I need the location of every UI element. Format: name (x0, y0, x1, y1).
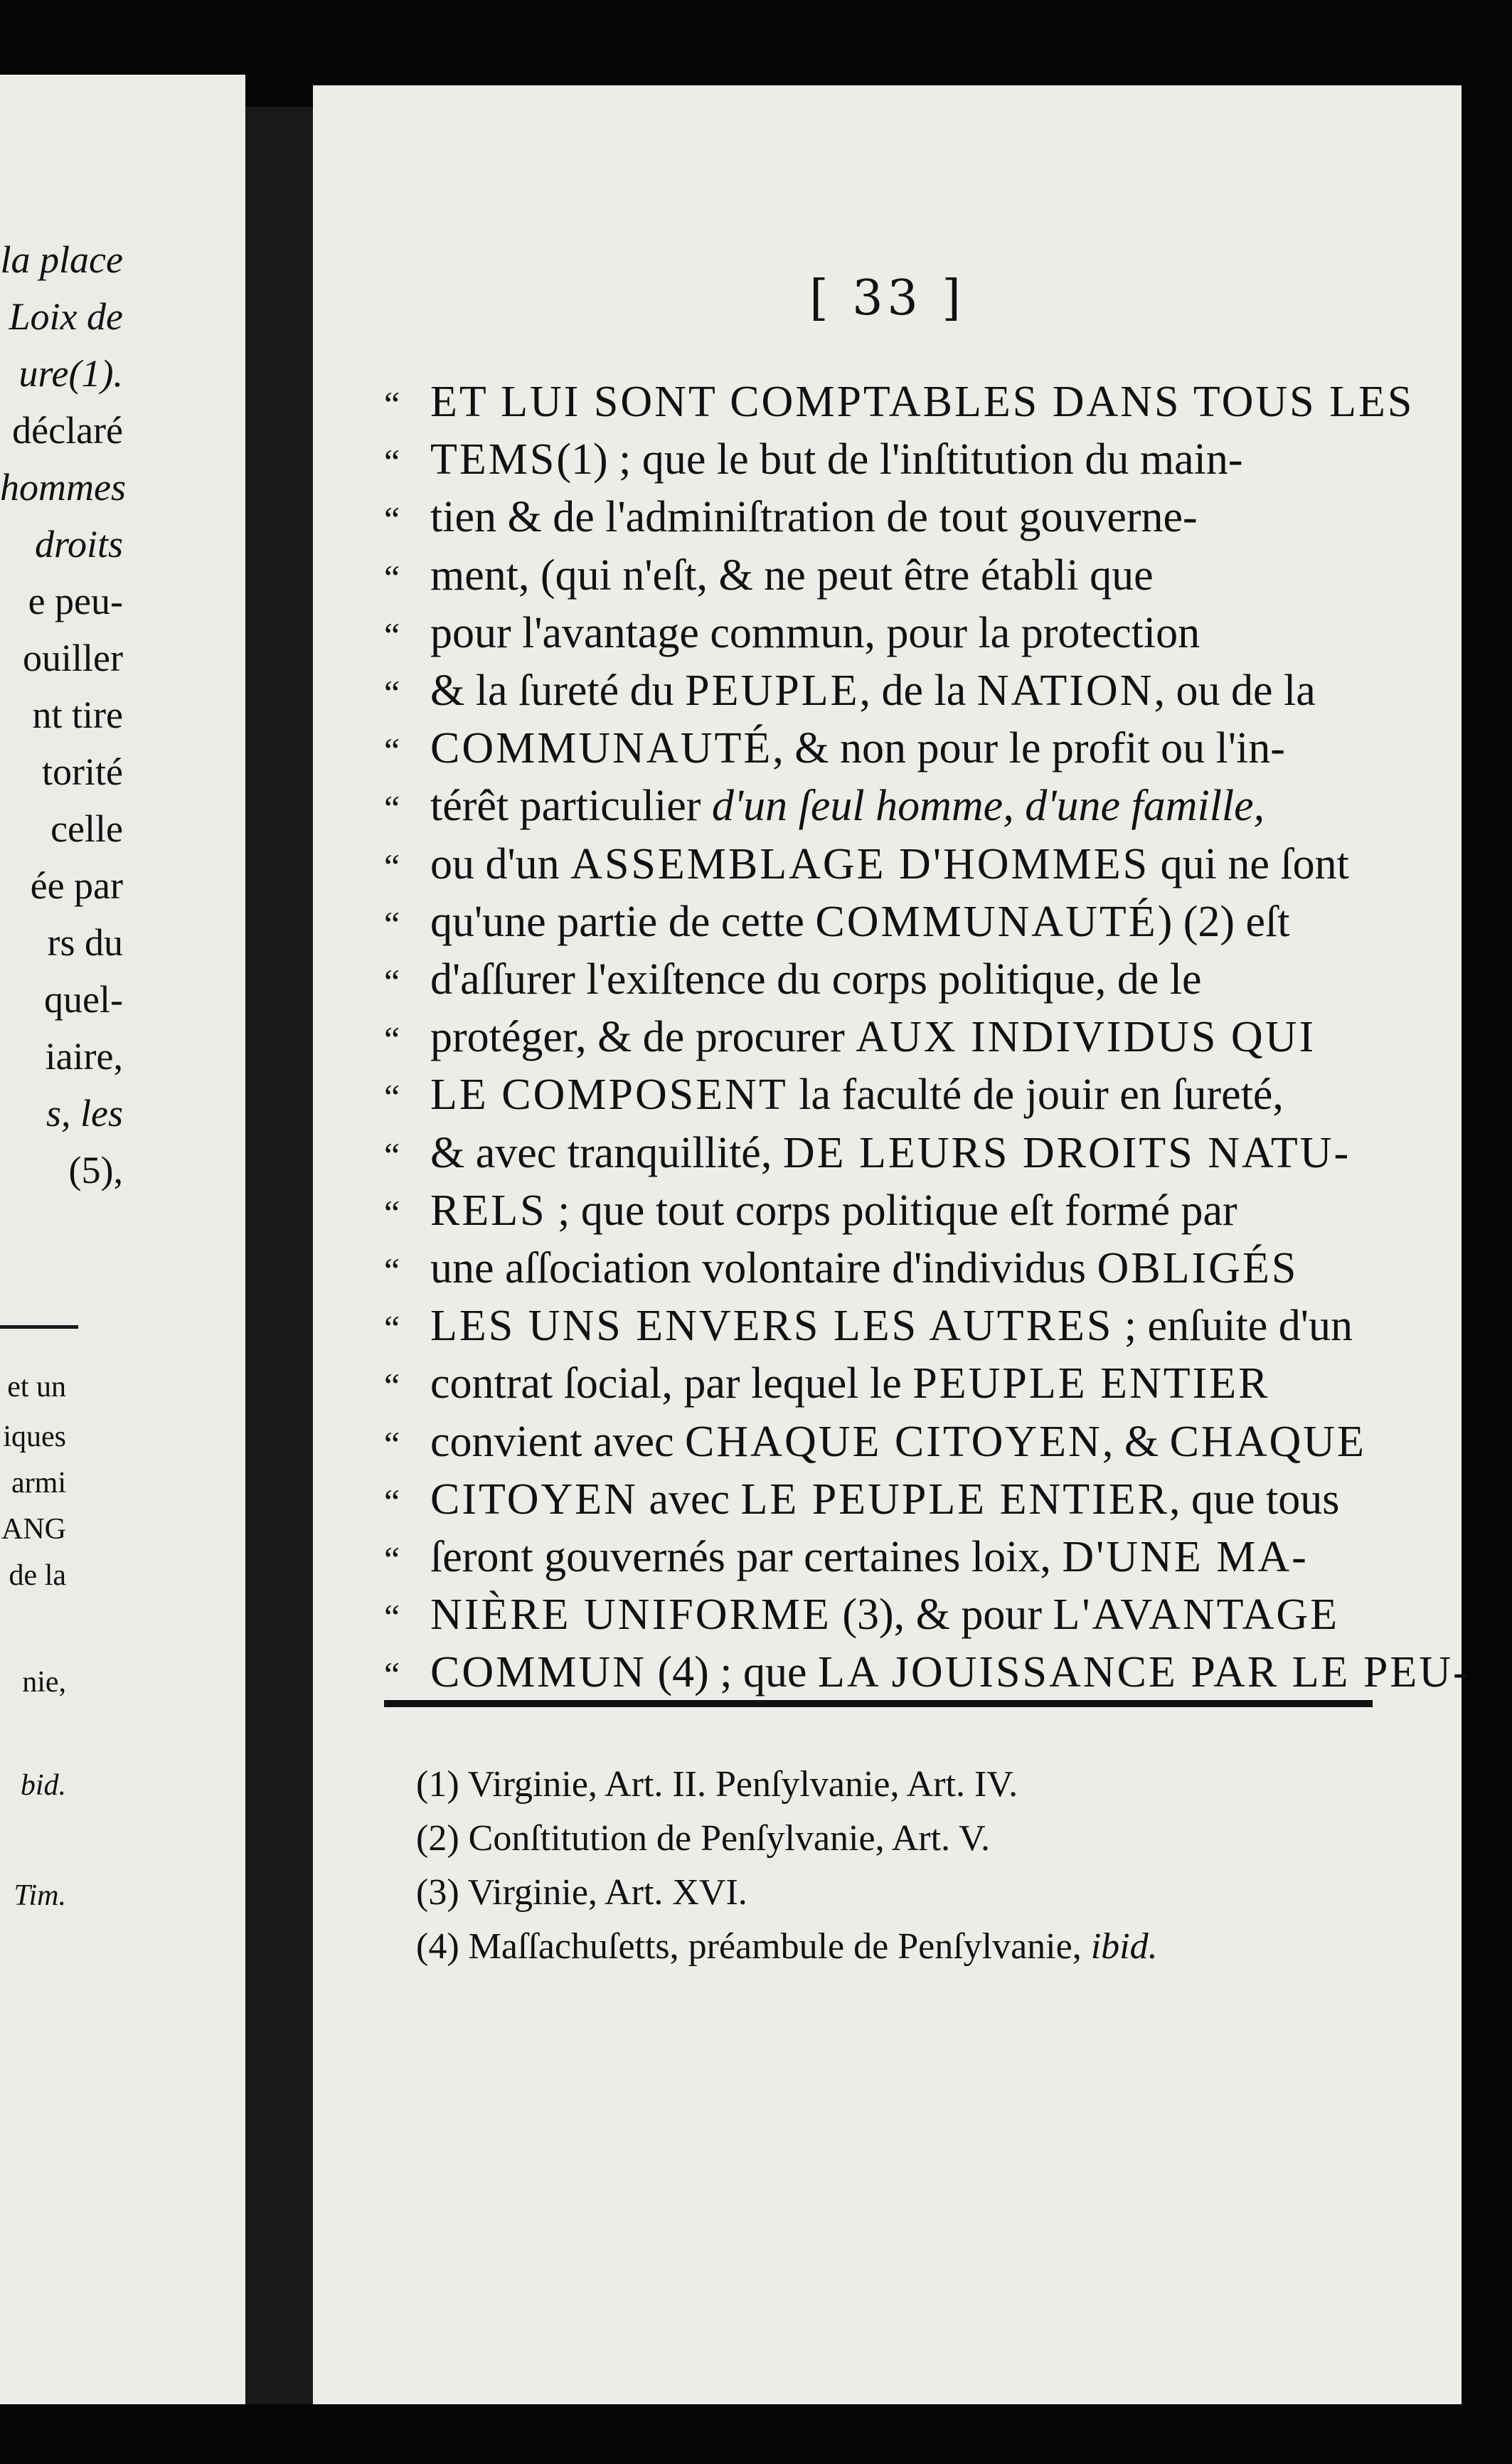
body-line (384, 1297, 1362, 1354)
small-caps-text: LE COMPOSENT (430, 1071, 788, 1120)
left-footnote-fragment: et un (7, 1371, 66, 1403)
main-page (313, 85, 1470, 2404)
left-page-line: Loix de (9, 295, 123, 338)
quotation-mark: “ (384, 557, 400, 598)
left-facing-page (0, 75, 245, 2404)
quotation-mark: “ (384, 731, 400, 771)
left-page-line: e peu- (28, 580, 123, 622)
body-line (384, 1586, 1362, 1643)
quotation-mark: “ (384, 673, 400, 713)
text-run: , de la (859, 667, 977, 715)
left-page-line: hommes (0, 466, 126, 509)
text-run: & avec tranquillité, (430, 1128, 783, 1177)
text-run: avec (637, 1475, 741, 1524)
small-caps-text: CITOYEN (430, 1475, 638, 1524)
footnote-rule (384, 1700, 1373, 1707)
body-line (384, 1529, 1362, 1586)
left-page-line: droits (34, 523, 123, 565)
small-caps-text: NATION (976, 667, 1154, 715)
small-caps-text: PEUPLE ENTIER (912, 1359, 1270, 1408)
left-footnote-fragment: nie, (22, 1666, 66, 1699)
text-run: protéger, & de procurer (430, 1013, 856, 1062)
body-line (384, 662, 1362, 719)
left-footnote-fragment: armi (11, 1467, 66, 1499)
page-number: [ 33 ] (809, 270, 965, 326)
text-run: convient avec (430, 1417, 686, 1466)
text-run: (2) Conſtitution de Penſylvanie, Art. V. (416, 1818, 990, 1859)
body-line (384, 1066, 1362, 1123)
italic-text: d'un ſeul homme, d'une famille, (711, 782, 1265, 831)
text-run: , que tous (1169, 1475, 1340, 1524)
left-page-line: (5), (68, 1149, 123, 1191)
quotation-mark: “ (384, 1077, 400, 1117)
body-line (384, 836, 1362, 893)
small-caps-text: AUX INDIVIDUS QUI (856, 1013, 1316, 1062)
small-caps-text: OBLIGÉS (1097, 1244, 1299, 1292)
text-run: ou d'un (430, 839, 571, 888)
body-line (384, 1355, 1362, 1412)
quotation-mark: “ (384, 846, 400, 886)
left-page-line: la place (0, 238, 123, 281)
small-caps-text: COMMUNAUTÉ (815, 897, 1158, 946)
quotation-mark: “ (384, 1192, 400, 1233)
small-caps-text: ASSEMBLAGE D'HOMMES (570, 839, 1150, 888)
text-run: ) (2) eſt (1157, 897, 1290, 946)
text-run: & la ſureté du (430, 667, 686, 715)
text-run: contrat ſocial, par lequel le (430, 1359, 913, 1408)
text-run: (3) Virginie, Art. XVI. (416, 1872, 747, 1913)
small-caps-text: COMMUNAUTÉ (430, 724, 773, 773)
small-caps-text: D'UNE MA- (1062, 1533, 1309, 1581)
body-line (384, 1644, 1470, 1701)
italic-text: ibid. (1090, 1926, 1158, 1967)
small-caps-text: LE PEUPLE ENTIER (740, 1475, 1170, 1524)
quotation-mark: “ (384, 1019, 400, 1060)
left-page-line: ouiller (23, 637, 123, 679)
left-footnote-fragment: Tim. (14, 1879, 66, 1912)
small-caps-text: LA JOUISSANCE PAR LE PEU- (817, 1648, 1470, 1697)
footnote (416, 1811, 1341, 1866)
text-run: (4) ; que (646, 1648, 818, 1697)
text-run: la faculté de jouir en ſureté, (787, 1071, 1284, 1120)
left-page-line: s, les (46, 1092, 123, 1135)
quotation-mark: “ (384, 788, 400, 829)
small-caps-text: COMMUN (430, 1648, 646, 1697)
small-caps-text: L'AVANTAGE (1053, 1591, 1339, 1640)
left-footnote-fragment: bid. (20, 1769, 66, 1802)
binding-gutter (245, 107, 313, 2404)
text-run: , & non pour le profit ou l'in- (772, 724, 1285, 773)
quotation-mark: “ (384, 1308, 400, 1349)
text-run: , ou de la (1154, 667, 1316, 715)
text-run: ment, (qui n'eſt, & ne peut être établi que (430, 551, 1154, 600)
small-caps-text: TEMS (430, 435, 557, 484)
body-line (384, 547, 1362, 604)
body-line (384, 605, 1362, 662)
body-line (384, 1471, 1362, 1528)
quotation-mark: “ (384, 962, 400, 1002)
left-footnote-fragment: ANG (1, 1513, 66, 1546)
text-run: une aſſociation volontaire d'individus (430, 1244, 1097, 1292)
left-page-line: nt tire (32, 694, 123, 736)
body-line (384, 1240, 1362, 1297)
small-caps-text: PEUPLE (685, 667, 860, 715)
text-run: ; que tout corps politique eſt formé par (546, 1186, 1237, 1235)
left-page-line: ée par (30, 864, 123, 907)
text-run: pour l'avantage commun, pour la protection (430, 608, 1200, 657)
text-run: (1) ; que le but de l'inſtitution du main- (556, 435, 1243, 484)
left-page-line: torité (42, 750, 123, 793)
footnote (416, 1757, 1341, 1812)
body-line (384, 489, 1362, 546)
left-footnote-fragment: iques (3, 1420, 66, 1453)
quotation-mark: “ (384, 1135, 400, 1175)
text-run: ſeront gouvernés par certaines loix, (430, 1533, 1063, 1581)
left-page-line: celle (50, 807, 123, 850)
quotation-mark: “ (384, 384, 400, 424)
left-page-line: déclaré (12, 409, 123, 452)
body-line (384, 1009, 1362, 1066)
quotation-mark: “ (384, 1655, 400, 1695)
quotation-mark: “ (384, 1539, 400, 1579)
text-run: tien & de l'adminiſtration de tout gouverne- (430, 493, 1198, 542)
body-line (384, 1182, 1362, 1239)
body-line (384, 893, 1362, 950)
small-caps-text: CHAQUE CITOYEN (685, 1417, 1102, 1466)
left-page-line: rs du (47, 921, 123, 964)
text-run: térêt particulier (430, 782, 712, 831)
left-footnote-fragment: de la (9, 1559, 66, 1592)
body-line (384, 777, 1362, 834)
left-page-line: iaire, (45, 1035, 123, 1078)
body-line (384, 1125, 1362, 1181)
body-line (384, 951, 1362, 1008)
small-caps-text: ET LUI SONT COMPTABLES DANS TOUS LES (430, 378, 1415, 426)
body-line (384, 373, 1415, 430)
quotation-mark: “ (384, 1481, 400, 1522)
body-line (384, 720, 1362, 777)
quotation-mark: “ (384, 1423, 400, 1464)
quotation-mark: “ (384, 1250, 400, 1290)
footnote (416, 1919, 1341, 1975)
text-run: qu'une partie de cette (430, 897, 816, 946)
quotation-mark: “ (384, 442, 400, 482)
quotation-mark: “ (384, 1366, 400, 1406)
text-run: , & (1102, 1417, 1170, 1466)
text-run: (3), & pour (831, 1591, 1053, 1640)
small-caps-text: NIÈRE UNIFORME (430, 1591, 831, 1640)
small-caps-text: CHAQUE (1169, 1417, 1366, 1466)
text-run: (4) Maſſachuſetts, préambule de Penſylvanie, (416, 1926, 1091, 1967)
small-caps-text: DE LEURS DROITS NATU- (782, 1128, 1351, 1177)
text-run: (1) Virginie, Art. II. Penſylvanie, Art. IV. (416, 1764, 1018, 1805)
text-run: ; enſuite d'un (1113, 1302, 1353, 1351)
footnote (416, 1865, 1341, 1921)
body-line (384, 431, 1362, 488)
quotation-mark: “ (384, 615, 400, 655)
small-caps-text: LES UNS ENVERS LES AUTRES (430, 1302, 1114, 1351)
body-line (384, 1413, 1366, 1470)
left-page-line: ure(1). (18, 352, 123, 395)
quotation-mark: “ (384, 903, 400, 944)
quotation-mark: “ (384, 1597, 400, 1637)
quotation-mark: “ (384, 499, 400, 540)
text-run: d'aſſurer l'exiſtence du corps politique, de le (430, 955, 1202, 1004)
left-page-line: quel- (44, 978, 123, 1021)
small-caps-text: RELS (430, 1186, 547, 1235)
text-run: qui ne ſont (1149, 839, 1349, 888)
left-footnote-rule (0, 1325, 78, 1329)
